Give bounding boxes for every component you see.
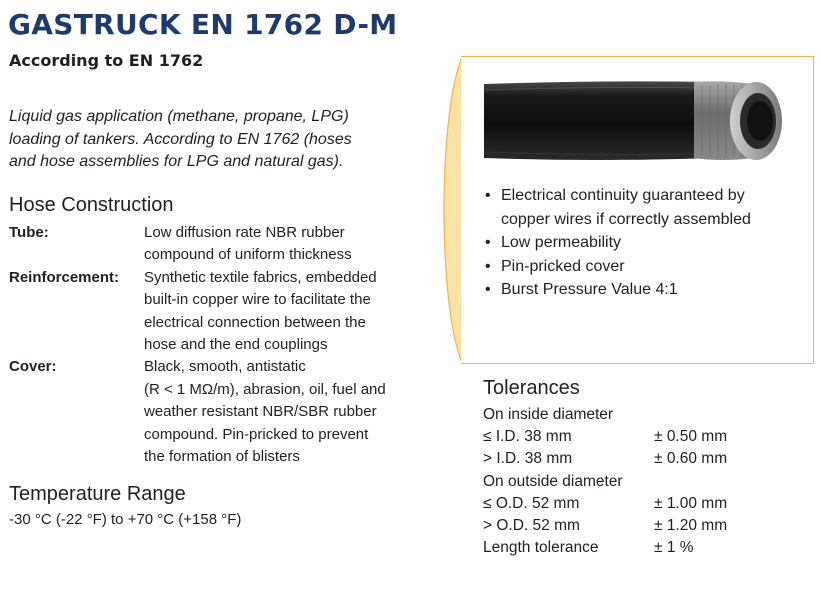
features-list xyxy=(485,184,751,302)
tolerance-condition: > I.D. 38 mm xyxy=(483,450,573,468)
construction-label: Tube: xyxy=(9,224,49,241)
tolerance-subheading: On outside diameter xyxy=(483,472,623,490)
intro-line: loading of tankers. According to EN 1762 (hoses xyxy=(9,130,352,148)
construction-line: Low diffusion rate NBR rubber xyxy=(144,224,345,241)
intro-paragraph xyxy=(9,106,439,174)
tolerance-condition: ≤ I.D. 38 mm xyxy=(483,428,572,446)
tolerance-value: ± 1 % xyxy=(654,539,694,557)
construction-line: compound of uniform thickness xyxy=(144,246,352,264)
feature-item: • Low permeability xyxy=(485,231,751,255)
construction-line: the formation of blisters xyxy=(144,448,300,466)
tolerance-row xyxy=(483,493,783,515)
feature-item: • Electrical continuity guaranteed by xyxy=(485,184,751,208)
construction-table xyxy=(9,222,449,468)
construction-line: Synthetic textile fabrics, embedded xyxy=(144,268,377,286)
feature-item: • Pin-pricked cover xyxy=(485,255,751,279)
feature-item: copper wires if correctly assembled xyxy=(501,210,751,228)
tolerance-value: ± 1.00 mm xyxy=(654,494,728,512)
temperature-value: -30 °C (-22 °F) to +70 °C (+158 °F) xyxy=(9,511,242,528)
tolerance-condition: ≤ O.D. 52 mm xyxy=(483,494,580,512)
tolerance-value: ± 1.20 mm xyxy=(654,517,728,535)
construction-label: Reinforcement: xyxy=(9,268,120,286)
construction-label: Cover: xyxy=(9,358,57,376)
product-title: GASTRUCK EN 1762 D-M xyxy=(8,8,398,41)
intro-line: Liquid gas application (methane, propane, LPG) xyxy=(9,108,349,125)
intro-line: and hose assemblies for LPG and natural gas). xyxy=(9,153,344,170)
construction-row-tube xyxy=(9,222,449,267)
tolerance-condition: > O.D. 52 mm xyxy=(483,517,580,535)
tolerance-condition: Length tolerance xyxy=(483,539,599,557)
temperature-heading: Temperature Range xyxy=(9,483,186,505)
construction-line: (R < 1 MΩ/m), abrasion, oil, fuel and xyxy=(144,380,386,398)
feature-item: • Burst Pressure Value 4:1 xyxy=(485,278,751,302)
construction-line: built-in copper wire to facilitate the xyxy=(144,291,371,309)
tolerance-row xyxy=(483,537,783,559)
tolerance-row xyxy=(483,426,783,448)
construction-row-reinforcement xyxy=(9,267,449,357)
product-subtitle: According to EN 1762 xyxy=(9,51,204,70)
tolerance-subheading: On inside diameter xyxy=(483,406,614,423)
construction-heading: Hose Construction xyxy=(9,194,174,216)
tolerances-table xyxy=(483,404,783,559)
construction-line: electrical connection between the xyxy=(144,313,366,331)
construction-line: compound. Pin-pricked to prevent xyxy=(144,425,369,443)
tolerance-value: ± 0.50 mm xyxy=(654,428,728,446)
construction-value xyxy=(144,267,377,357)
hose-image xyxy=(482,76,792,168)
tolerances-heading: Tolerances xyxy=(483,377,580,399)
construction-line: hose and the end couplings xyxy=(144,336,328,354)
tolerance-value: ± 0.60 mm xyxy=(654,450,728,468)
tolerance-row xyxy=(483,448,783,470)
construction-row-cover xyxy=(9,356,449,468)
construction-line: weather resistant NBR/SBR rubber xyxy=(144,403,377,421)
tolerance-row xyxy=(483,515,783,537)
construction-value xyxy=(144,222,352,267)
construction-line: Black, smooth, antistatic xyxy=(144,358,306,376)
construction-value xyxy=(144,356,386,468)
